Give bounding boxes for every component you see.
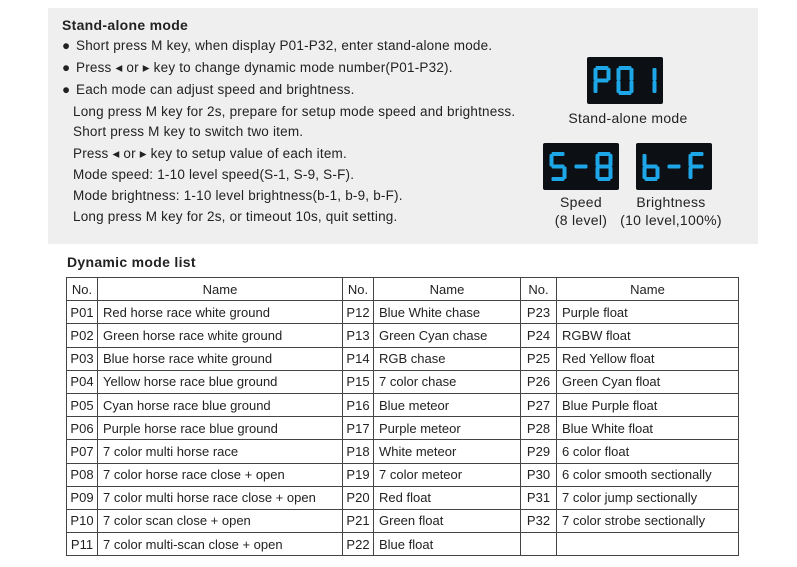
instruction-line: Mode brightness: 1-10 level brightness(b-1, b-9, b-F).: [73, 188, 403, 203]
instruction-text: Each mode can adjust speed and brightness.: [76, 82, 355, 97]
table-row: [67, 509, 739, 532]
instruction-line: [62, 38, 492, 53]
table-row: [67, 463, 739, 486]
bullet-icon: ●: [62, 38, 71, 53]
mode-name: Blue White chase: [374, 301, 521, 324]
instruction-text: Short press M key, when display P01-P32, enter stand-alone mode.: [76, 38, 493, 53]
mode-name: 7 color multi horse race: [98, 440, 343, 463]
mode-number: P31: [521, 486, 557, 509]
header-name: Name: [374, 278, 521, 301]
mode-display-caption: Stand-alone mode: [568, 110, 688, 126]
speed-subcaption: (8 level): [554, 212, 608, 228]
instruction-text: Press ◂ or ▸ key to change dynamic mode number(P01-P32).: [76, 60, 453, 75]
mode-number: P01: [67, 301, 98, 324]
mode-name: Blue horse race white ground: [98, 347, 343, 370]
mode-number: P30: [521, 463, 557, 486]
mode-display: [587, 57, 663, 104]
display-segment: [596, 79, 609, 83]
mode-name: Blue White float: [557, 417, 739, 440]
display-segment: [653, 81, 657, 94]
table-row: [67, 486, 739, 509]
mode-number: P07: [67, 440, 98, 463]
display-segment: [575, 165, 588, 169]
mode-number: P24: [521, 324, 557, 347]
mode-number: P11: [67, 533, 98, 556]
table-row: [67, 324, 739, 347]
mode-number: P16: [343, 393, 374, 416]
display-segment: [598, 165, 611, 169]
mode-name: Cyan horse race blue ground: [98, 393, 343, 416]
mode-number: P09: [67, 486, 98, 509]
table-row: [67, 301, 739, 324]
mode-name: RGBW float: [557, 324, 739, 347]
table-header-row: [67, 278, 739, 301]
mode-number: P13: [343, 324, 374, 347]
display-segment: [653, 68, 657, 81]
mode-name: 7 color horse race close + open: [98, 463, 343, 486]
mode-name: Green float: [374, 509, 521, 532]
mode-name: Purple horse race blue ground: [98, 417, 343, 440]
mode-name: 6 color smooth sectionally: [557, 463, 739, 486]
instruction-line: Short press M key to switch two item.: [73, 124, 304, 139]
mode-name: 7 color multi-scan close + open: [98, 533, 343, 556]
bullet-icon: ●: [62, 60, 71, 75]
mode-number: P17: [343, 417, 374, 440]
display-segment: [691, 165, 704, 169]
mode-number: P32: [521, 509, 557, 532]
mode-name: Red horse race white ground: [98, 301, 343, 324]
instruction-line: Mode speed: 1-10 level speed(S-1, S-9, S-F).: [73, 167, 355, 182]
instruction-line: [62, 82, 355, 97]
mode-number: P08: [67, 463, 98, 486]
display-segment: [617, 68, 621, 81]
instruction-line: [62, 60, 453, 76]
mode-number: P12: [343, 301, 374, 324]
mode-name: 7 color strobe sectionally: [557, 509, 739, 532]
mode-name: 7 color scan close + open: [98, 509, 343, 532]
mode-name: Green Cyan chase: [374, 324, 521, 347]
mode-name: Green Cyan float: [557, 370, 739, 393]
mode-number: P26: [521, 370, 557, 393]
display-segment: [645, 165, 658, 169]
mode-number: P15: [343, 370, 374, 393]
header-name: Name: [98, 278, 343, 301]
mode-name: Purple meteor: [374, 417, 521, 440]
table-row: [67, 417, 739, 440]
speed-display: [543, 143, 619, 190]
table-row: [67, 533, 739, 556]
mode-number: P18: [343, 440, 374, 463]
mode-number: P14: [343, 347, 374, 370]
mode-number: [521, 533, 557, 556]
mode-name: Purple float: [557, 301, 739, 324]
mode-number: P23: [521, 301, 557, 324]
header-no: No.: [521, 278, 557, 301]
instruction-line: Long press M key for 2s, or timeout 10s, quit setting.: [73, 209, 398, 224]
header-name: Name: [557, 278, 739, 301]
mode-number: P06: [67, 417, 98, 440]
mode-list-title: Dynamic mode list: [67, 254, 196, 270]
bullet-icon: ●: [62, 82, 71, 97]
brightness-caption: Brightness: [636, 194, 706, 210]
mode-name: White meteor: [374, 440, 521, 463]
instruction-line: Long press M key for 2s, prepare for setup mode speed and brightness.: [73, 104, 516, 119]
brightness-display: [636, 143, 712, 190]
mode-number: P19: [343, 463, 374, 486]
header-no: No.: [343, 278, 374, 301]
mode-name: RGB chase: [374, 347, 521, 370]
mode-name: Yellow horse race blue ground: [98, 370, 343, 393]
mode-number: P22: [343, 533, 374, 556]
mode-name: 7 color meteor: [374, 463, 521, 486]
mode-name: 6 color float: [557, 440, 739, 463]
mode-name: 7 color jump sectionally: [557, 486, 739, 509]
mode-name: [557, 533, 739, 556]
mode-table: [66, 277, 739, 556]
brightness-subcaption: (10 level,100%): [620, 212, 722, 228]
mode-name: Red Yellow float: [557, 347, 739, 370]
display-segment: [668, 165, 681, 169]
display-segment: [630, 68, 634, 81]
header-no: No.: [67, 278, 98, 301]
table-row: [67, 347, 739, 370]
mode-number: P02: [67, 324, 98, 347]
speed-caption: Speed: [560, 194, 602, 210]
table-row: [67, 370, 739, 393]
mode-number: P29: [521, 440, 557, 463]
mode-number: P28: [521, 417, 557, 440]
mode-name: 7 color chase: [374, 370, 521, 393]
mode-name: Blue meteor: [374, 393, 521, 416]
mode-number: P03: [67, 347, 98, 370]
mode-name: 7 color multi horse race close + open: [98, 486, 343, 509]
table-row: [67, 393, 739, 416]
mode-number: P04: [67, 370, 98, 393]
mode-number: P27: [521, 393, 557, 416]
display-segment: [617, 81, 621, 94]
standalone-title: Stand-alone mode: [62, 17, 189, 33]
mode-number: P25: [521, 347, 557, 370]
mode-number: P10: [67, 509, 98, 532]
mode-number: P20: [343, 486, 374, 509]
mode-name: Blue float: [374, 533, 521, 556]
table-row: [67, 440, 739, 463]
mode-number: P21: [343, 509, 374, 532]
mode-name: Blue Purple float: [557, 393, 739, 416]
mode-name: Red float: [374, 486, 521, 509]
instruction-line: Press ◂ or ▸ key to setup value of each item.: [73, 146, 347, 161]
mode-name: Green horse race white ground: [98, 324, 343, 347]
display-segment: [552, 177, 565, 181]
mode-number: P05: [67, 393, 98, 416]
